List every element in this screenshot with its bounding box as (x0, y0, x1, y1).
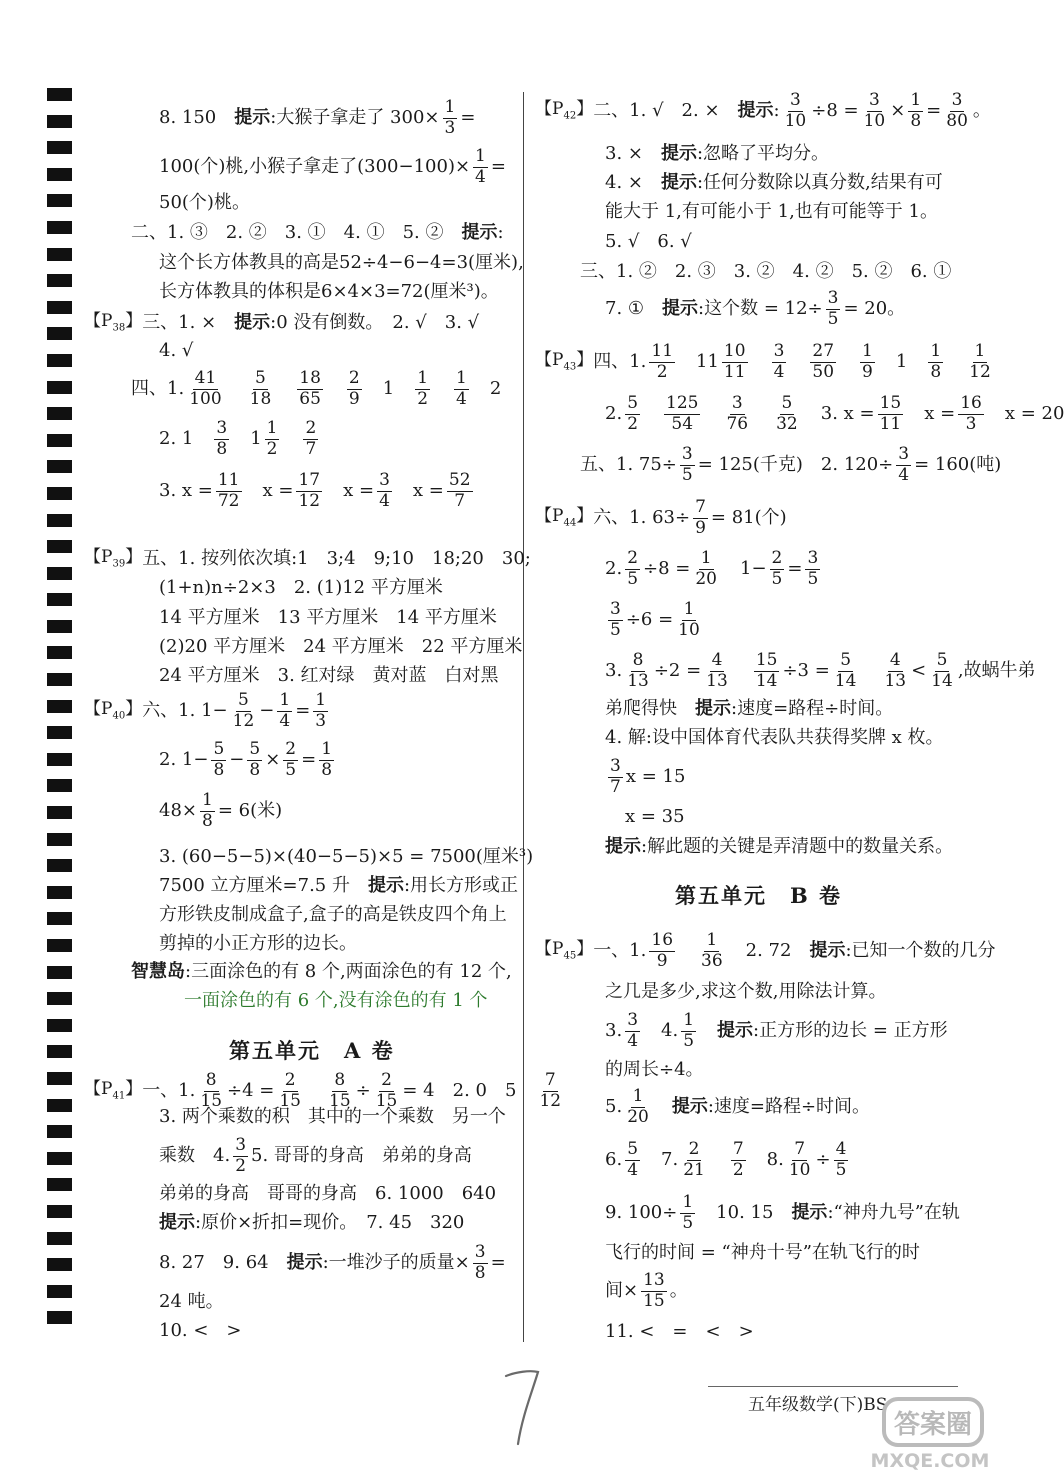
fraction: $\frac{5}{14}$ (931, 650, 953, 691)
answer-line: $\frac{3}{7}$ x = 15 (610, 756, 686, 797)
answer-line: 24 吨。 (159, 1291, 224, 1312)
handwritten-mark (498, 1362, 548, 1452)
answer-line: 能大于 1,有可能小于 1,也有可能等于 1。 (605, 201, 938, 222)
answer-line: 9. 100÷ $\frac{1}{5}$ 10. 15 提示 :“神舟九号”在轨 (605, 1192, 960, 1233)
answer-line: 长方体教具的体积是6×4×3=72(厘米³)。 (159, 281, 499, 302)
fraction: $\frac{1}{5}$ (683, 1010, 695, 1051)
fraction: $\frac{1}{8}$ (321, 739, 333, 780)
column-divider (523, 92, 524, 1342)
fraction: $\frac{1}{2}$ (417, 368, 429, 409)
answer-line: $\frac{3}{5}$ ÷6 = $\frac{1}{10}$ (610, 599, 700, 640)
fraction: $\frac{27}{50}$ (812, 341, 835, 382)
fraction: $\frac{1}{4}$ (475, 146, 486, 187)
answer-line: 2. $\frac{5}{2}$ $\frac{125}{54}$ $\frac{3}{76}$ $\frac{5}{32}$ 3. x = $\frac{15}{11}$ x = $\frac{16}{3}$ x = 20 (605, 393, 1064, 434)
page-ref: 【$P_{43}$】 (535, 350, 594, 373)
fraction: $\frac{5}{8}$ (213, 739, 225, 780)
answer-line: 11. < = < > (605, 1321, 754, 1342)
fraction: $\frac{13}{15}$ (643, 1270, 665, 1311)
answer-line: 100(个)桃,小猴子拿走了(300−100)× $\frac{1}{4}$ = (159, 146, 506, 187)
fraction: $\frac{3}{5}$ (807, 548, 819, 589)
answer-line: 【$P_{43}$】 四、1. $\frac{11}{2}$ 11 $\frac{10}{11}$ $\frac{3}{4}$ $\frac{27}{50}$ $\frac{1}{9}$ 1 $\frac{1}{8}$ $\frac{1}{12}$ (535, 341, 991, 382)
answer-line: 【$P_{39}$】 五、1. 按列依次填:1 3;4 9;10 18;20 30; (84, 547, 531, 570)
answer-line: 一面涂色的有 6 个,没有涂色的有 1 个 (184, 990, 488, 1011)
fraction: $\frac{5}{2}$ (627, 393, 639, 434)
fraction: $\frac{3}{10}$ (784, 90, 807, 131)
fraction: $\frac{2}{15}$ (375, 1070, 398, 1111)
footer-rule (708, 1386, 958, 1387)
answer-line: 5. √ 6. √ (605, 231, 692, 252)
answer-line: 8. 27 9. 64 提示 :一堆沙子的质量× $\frac{3}{8}$ = (159, 1242, 506, 1283)
svg-text:MXQE.COM: MXQE.COM (870, 1450, 990, 1472)
fraction: $\frac{1}{10}$ (678, 599, 700, 640)
fraction: $\frac{5}{18}$ (249, 368, 272, 409)
answer-line: 4. × 提示 :任何分数除以真分数,结果有可 (605, 172, 943, 193)
fraction: $\frac{3}{4}$ (379, 470, 390, 511)
fraction: $\frac{3}{8}$ (216, 418, 228, 459)
fraction: $\frac{7}{10}$ (788, 1139, 811, 1180)
fraction: $\frac{125}{54}$ (666, 393, 699, 434)
fraction: $\frac{8}{15}$ (200, 1070, 223, 1111)
fraction: $\frac{3}{5}$ (681, 444, 693, 485)
answer-line: 方形铁皮制成盒子,盒子的高是铁皮四个角上 (159, 904, 507, 925)
answer-line: 7. ① 提示 :这个数 = 12÷ $\frac{3}{5}$ = 20。 (605, 288, 906, 329)
page-ref: 【$P_{45}$】 (535, 939, 594, 962)
fraction: $\frac{1}{5}$ (682, 1192, 694, 1233)
fraction: $\frac{3}{5}$ (827, 288, 839, 329)
fraction: $\frac{7}{2}$ (732, 1139, 744, 1180)
answer-line: 3. $\frac{3}{4}$ 4. $\frac{1}{5}$ 提示 :正方形的边长 = 正方形 (605, 1010, 948, 1051)
binding-marks (47, 88, 72, 1338)
page-ref: 【$P_{42}$】 (535, 99, 594, 122)
fraction: $\frac{10}{11}$ (723, 341, 746, 382)
page-ref: 【$P_{40}$】 (84, 699, 143, 722)
fraction: $\frac{2}{15}$ (279, 1070, 301, 1111)
answer-line: 弟弟的身高 哥哥的身高 6. 1000 640 (159, 1183, 497, 1204)
fraction: $\frac{7}{12}$ (539, 1070, 562, 1111)
answer-line: (2)20 平方厘米 24 平方厘米 22 平方厘米 (159, 636, 523, 657)
answer-line: 【$P_{45}$】 一、1. $\frac{16}{9}$ $\frac{1}{36}$ 2. 72 提示 :已知一个数的几分 (535, 930, 996, 971)
fraction: $\frac{41}{100}$ (189, 368, 222, 409)
fraction: $\frac{11}{72}$ (217, 470, 240, 511)
section-heading: 第五单元 B 卷 (675, 883, 843, 908)
fraction: $\frac{2}{5}$ (627, 548, 639, 589)
fraction: $\frac{2}{21}$ (683, 1139, 705, 1180)
answer-line: 这个长方体教具的高是52÷4−6−4=3(厘米), (159, 252, 524, 273)
fraction: $\frac{3}{76}$ (726, 393, 749, 434)
fraction: $\frac{3}{10}$ (863, 90, 886, 131)
answer-line: 【$P_{38}$】 三、1. × 提示 :0 没有倒数。 2. √ 3. √ (84, 311, 480, 334)
fraction: $\frac{3}{2}$ (235, 1135, 247, 1176)
fraction: $\frac{4}{13}$ (706, 650, 728, 691)
fraction: $\frac{1}{3}$ (444, 97, 456, 138)
fraction: $\frac{1}{4}$ (456, 368, 467, 409)
fraction: $\frac{3}{80}$ (946, 90, 968, 131)
answer-line: 7500 立方厘米=7.5 升 提示 :用长方形或正 (159, 875, 519, 896)
fraction: $\frac{1}{20}$ (695, 548, 717, 589)
fraction: $\frac{7}{9}$ (695, 497, 706, 538)
page-ref: 【$P_{39}$】 (84, 547, 143, 570)
answer-line: 【$P_{41}$】 一、1. $\frac{8}{15}$ ÷4 = $\frac{2}{15}$ $\frac{8}{15}$ ÷ $\frac{2}{15}$ = 4 2. 0 5 $\frac{7}{12}$ (84, 1070, 562, 1111)
fraction: $\frac{3}{4}$ (627, 1010, 639, 1051)
answer-line: 24 平方厘米 3. 红对绿 黄对蓝 白对黑 (159, 665, 499, 686)
fraction: $\frac{15}{11}$ (879, 393, 902, 434)
fraction: $\frac{1}{8}$ (930, 341, 942, 382)
answer-line: 10. < > (159, 1320, 242, 1341)
fraction: $\frac{1}{8}$ (202, 790, 213, 831)
answer-line: 3. $\frac{8}{13}$ ÷2 = $\frac{4}{13}$ $\frac{15}{14}$ ÷3 = $\frac{5}{14}$ $\frac{4}{13}$ < $\frac{5}{14}$ ,故蜗牛弟 (605, 650, 1036, 691)
fraction: $\frac{5}{32}$ (776, 393, 798, 434)
answer-line: 4. √ (159, 340, 194, 361)
fraction: $\frac{2}{5}$ (771, 548, 783, 589)
answer-line: 8. 150 提示 :大猴子拿走了 300× $\frac{1}{3}$ = (159, 97, 476, 138)
fraction: $\frac{5}{12}$ (232, 690, 255, 731)
watermark-logo (870, 1395, 990, 1473)
answer-line: 四、1. $\frac{41}{100}$ $\frac{5}{18}$ $\frac{18}{65}$ $\frac{2}{9}$ 1 $\frac{1}{2}$ $\frac{1}{4}$ 2 (131, 368, 502, 409)
section-heading: 第五单元 A 卷 (229, 1038, 395, 1063)
page-ref: 【$P_{38}$】 (84, 311, 143, 334)
fraction: $\frac{1}{3}$ (315, 690, 327, 731)
fraction: $\frac{17}{12}$ (298, 470, 321, 511)
fraction: $\frac{2}{7}$ (305, 418, 317, 459)
fraction: $\frac{16}{3}$ (960, 393, 982, 434)
fraction: $\frac{5}{14}$ (834, 650, 857, 691)
fraction: $\frac{3}{4}$ (773, 341, 785, 382)
answer-line: 智慧岛 :三面涂色的有 8 个,两面涂色的有 12 个, (131, 961, 512, 982)
answer-line: 间× $\frac{13}{15}$ 。 (605, 1270, 688, 1311)
answer-line: 提示 :原价×折扣=现价。 7. 45 320 (159, 1212, 465, 1233)
fraction: $\frac{2}{5}$ (285, 739, 297, 780)
answer-line: 3. x = $\frac{11}{72}$ x = $\frac{17}{12}$ x = $\frac{3}{4}$ x = $\frac{52}{7}$ (159, 470, 471, 511)
page-ref: 【$P_{41}$】 (84, 1079, 143, 1102)
answer-line: (1+n)n÷2×3 2. (1)12 平方厘米 (159, 577, 443, 598)
fraction: $\frac{1}{4}$ (279, 690, 291, 731)
answer-line: 2. 1− $\frac{5}{8}$ − $\frac{5}{8}$ × $\frac{2}{5}$ = $\frac{1}{8}$ (159, 739, 333, 780)
fraction: $\frac{1}{12}$ (969, 341, 991, 382)
fraction: $\frac{5}{8}$ (249, 739, 261, 780)
fraction: $\frac{18}{65}$ (299, 368, 321, 409)
answer-line: 飞行的时间 = “神舟十号”在轨飞行的时 (605, 1242, 920, 1263)
answer-line: 2. $\frac{2}{5}$ ÷8 = $\frac{1}{20}$ 1− $\frac{2}{5}$ = $\frac{3}{5}$ (605, 548, 819, 589)
fraction: $\frac{1}{20}$ (627, 1086, 649, 1127)
answer-line: 【$P_{42}$】 二、1. √ 2. × 提示 : $\frac{3}{10}$ ÷8 = $\frac{3}{10}$ × $\frac{1}{8}$ = $\frac{3}{80}$ 。 (535, 90, 991, 131)
answer-line: 提示 :解此题的关键是弄清题中的数量关系。 (605, 836, 954, 857)
page-ref: 【$P_{44}$】 (535, 506, 594, 529)
answer-line: 4. 解:设中国体育代表队共获得奖牌 x 枚。 (605, 727, 944, 748)
answer-line: 5. $\frac{1}{20}$ 提示 :速度=路程÷时间。 (605, 1086, 871, 1127)
svg-text:答案圈: 答案圈 (893, 1410, 973, 1440)
answer-line: 之几是多少,求这个数,用除法计算。 (605, 981, 887, 1002)
answer-line: 的周长÷4。 (605, 1059, 704, 1080)
fraction: $\frac{4}{13}$ (884, 650, 907, 691)
page-footer: 五年级数学(下)BS (748, 1395, 888, 1415)
fraction: $\frac{5}{4}$ (627, 1139, 639, 1180)
fraction: $\frac{52}{7}$ (448, 470, 471, 511)
answer-line: 3. × 提示 :忽略了平均分。 (605, 143, 830, 164)
fraction: $\frac{3}{7}$ (610, 756, 621, 797)
fraction: $\frac{15}{14}$ (755, 650, 778, 691)
fraction: $\frac{2}{9}$ (348, 368, 360, 409)
answer-line: 三、1. ② 2. ③ 3. ② 4. ② 5. ② 6. ① (580, 261, 952, 282)
answer-line: 弟爬得快 提示 :速度=路程÷时间。 (605, 698, 894, 719)
answer-line: 剪掉的小正方形的边长。 (159, 933, 357, 954)
answer-line: 3. (60−5−5)×(40−5−5)×5 = 7500(厘米³) (159, 846, 534, 867)
fraction: $\frac{1}{2}$ (266, 418, 278, 459)
answer-line: 14 平方厘米 13 平方厘米 14 平方厘米 (159, 607, 497, 628)
fraction: $\frac{11}{2}$ (651, 341, 674, 382)
fraction: $\frac{16}{9}$ (651, 930, 674, 971)
answer-line: 6. $\frac{5}{4}$ 7. $\frac{2}{21}$ $\frac{7}{2}$ 8. $\frac{7}{10}$ ÷ $\frac{4}{5}$ (605, 1139, 847, 1180)
fraction: $\frac{1}{8}$ (910, 90, 922, 131)
answer-line: 二、1. ③ 2. ② 3. ① 4. ① 5. ② 提示 : (131, 222, 504, 243)
fraction: $\frac{4}{5}$ (835, 1139, 847, 1180)
answer-line: 五、1. 75÷ $\frac{3}{5}$ = 125(千克) 2. 120÷ $\frac{3}{4}$ = 160(吨) (580, 444, 1002, 485)
fraction: $\frac{3}{8}$ (474, 1242, 486, 1283)
fraction: $\frac{3}{4}$ (898, 444, 910, 485)
fraction: $\frac{3}{5}$ (610, 599, 621, 640)
fraction: $\frac{8}{13}$ (627, 650, 649, 691)
fraction: $\frac{1}{9}$ (862, 341, 873, 382)
answer-line: 3. 两个乘数的积 其中的一个乘数 另一个 (159, 1106, 506, 1127)
answer-line: 50(个)桃。 (159, 192, 250, 213)
answer-line: 【$P_{40}$】 六、1. 1− $\frac{5}{12}$ − $\frac{1}{4}$ = $\frac{1}{3}$ (84, 690, 327, 731)
answer-line: 乘数 4. $\frac{3}{2}$ 5. 哥哥的身高 弟弟的身高 (159, 1135, 472, 1176)
fraction: $\frac{1}{36}$ (701, 930, 723, 971)
answer-line: 48× $\frac{1}{8}$ = 6(米) (159, 790, 283, 831)
answer-line: x = 35 (625, 806, 685, 827)
answer-line: 2. 1 $\frac{3}{8}$ 1 $\frac{1}{2}$ $\frac{2}{7}$ (159, 418, 317, 459)
fraction: $\frac{8}{15}$ (329, 1070, 351, 1111)
answer-line: 【$P_{44}$】 六、1. 63÷ $\frac{7}{9}$ = 81(个) (535, 497, 787, 538)
